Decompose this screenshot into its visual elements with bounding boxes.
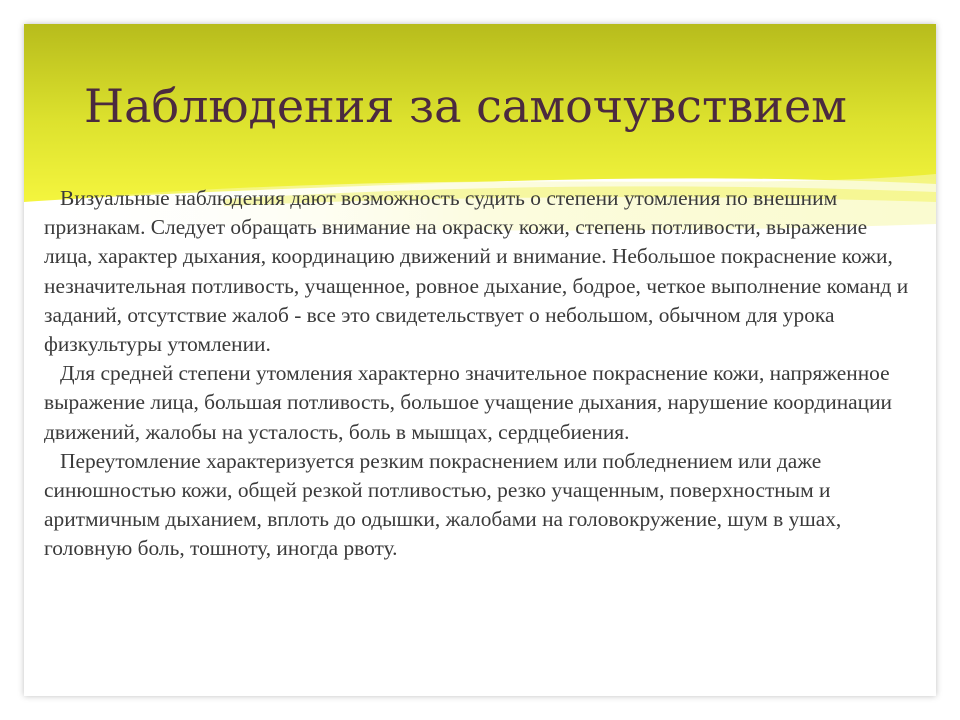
slide-card: [24, 24, 936, 696]
slide-title: Наблюдения за самочувствием: [84, 79, 847, 133]
paragraph-medium-fatigue: Для средней степени утомления характерно значительное покраснение кожи, напряженное выражение лица, большая потливость, большое учащение дыхания, нарушение координации движений, жалобы на усталость, боль в мышцах, сердцебиения.: [44, 361, 898, 444]
paragraph-overfatigue: Переутомление характеризуется резким покраснением или побледнением или даже синюшностью кожи, общей резкой потливостью, резко учащенным, поверхностным и аритмичным дыханием, вплоть до одышки, жалобами на головокружение, шум в ушах, головную боль, тошноту, иногда рвоту.: [44, 448, 847, 561]
paragraph-visual-observations: Визуальные наблюдения дают возможность судить о степени утомления по внешним признакам. Следует обращать внимание на окраску кожи, степень потливости, выражение лица, характер дыхания, координацию движений и внимание. Небольшое покраснение кожи, незначительная потливость, учащенное, ровное дыхание, бодрое, четкое выполнение команд и заданий, отсутствие жалоб - все это свидетельствует о небольшом, обычном для урока физкультуры утомлении.: [44, 186, 914, 357]
slide-body: [44, 184, 916, 564]
